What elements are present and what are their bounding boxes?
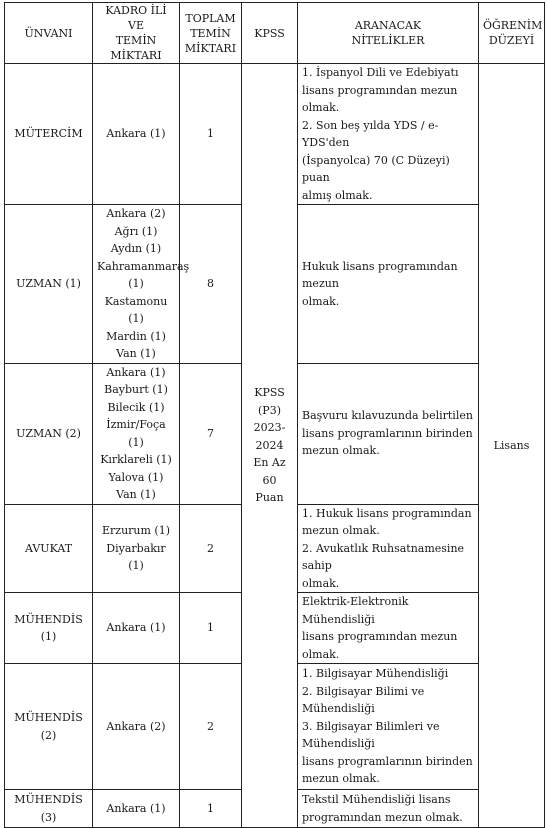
cell-nitelik: Tekstil Mühendisliği lisans programından mezun olmak.: [298, 790, 479, 828]
header-ogrenim: ÖĞRENİM DÜZEYİ: [479, 3, 545, 64]
cell-unvan: AVUKAT: [5, 504, 93, 593]
cell-nitelik: Başvuru kılavuzunda belirtilen lisans programlarının birinden mezun olmak.: [298, 363, 479, 504]
table-row: [5, 64, 545, 205]
header-unvani: ÜNVANI: [5, 3, 93, 64]
cell-unvan: MÜTERCİM: [5, 64, 93, 205]
cell-toplam: 1: [180, 790, 242, 828]
header-kadro: KADRO İLİ VE TEMİN MİKTARI: [93, 3, 180, 64]
cell-nitelik: Hukuk lisans programından mezun olmak.: [298, 205, 479, 364]
header-toplam: TOPLAM TEMİN MİKTARI: [180, 3, 242, 64]
cell-unvan: MÜHENDİS (3): [5, 790, 93, 828]
cell-nitelik: 1. İspanyol Dili ve Edebiyatı lisans programından mezun olmak. 2. Son beş yılda YDS / e-YDS'den (İspanyolca) 70 (C Düzeyi) puan almış olmak.: [298, 64, 479, 205]
cell-nitelik: Elektrik-Elektronik Mühendisliği lisans programından mezun olmak.: [298, 593, 479, 664]
cell-toplam: 2: [180, 504, 242, 593]
cell-nitelik: 1. Bilgisayar Mühendisliği 2. Bilgisayar Bilimi ve Mühendisliği 3. Bilgisayar Bilimleri ve Mühendisliği lisans programlarının birinden mezun olmak.: [298, 664, 479, 790]
cell-kpss: KPSS (P3) 2023- 2024 En Az 60 Puan: [242, 64, 298, 828]
cell-unvan: UZMAN (2): [5, 363, 93, 504]
cell-toplam: 1: [180, 593, 242, 664]
cell-kadro: Erzurum (1) Diyarbakır (1): [93, 504, 180, 593]
cell-toplam: 7: [180, 363, 242, 504]
cell-nitelik: 1. Hukuk lisans programından mezun olmak. 2. Avukatlık Ruhsatnamesine sahip olmak.: [298, 504, 479, 593]
cell-ogrenim: Lisans: [479, 64, 545, 828]
cell-kadro: Ankara (2): [93, 664, 180, 790]
cell-kadro: Ankara (2) Ağrı (1) Aydın (1) Kahramanmaraş (1) Kastamonu (1) Mardin (1) Van (1): [93, 205, 180, 364]
header-kpss: KPSS: [242, 3, 298, 64]
cell-kadro: Ankara (1): [93, 593, 180, 664]
cell-toplam: 2: [180, 664, 242, 790]
cell-unvan: MÜHENDİS (2): [5, 664, 93, 790]
cell-kadro: Ankara (1): [93, 64, 180, 205]
cell-kadro: Ankara (1): [93, 790, 180, 828]
cell-kadro: Ankara (1) Bayburt (1) Bilecik (1) İzmir/Foça (1) Kırklareli (1) Yalova (1) Van (1): [93, 363, 180, 504]
positions-table: [4, 2, 545, 828]
cell-unvan: MÜHENDİS (1): [5, 593, 93, 664]
header-row: [5, 3, 545, 64]
header-aranacak: ARANACAK NİTELİKLER: [298, 3, 479, 64]
cell-toplam: 8: [180, 205, 242, 364]
cell-unvan: UZMAN (1): [5, 205, 93, 364]
cell-toplam: 1: [180, 64, 242, 205]
